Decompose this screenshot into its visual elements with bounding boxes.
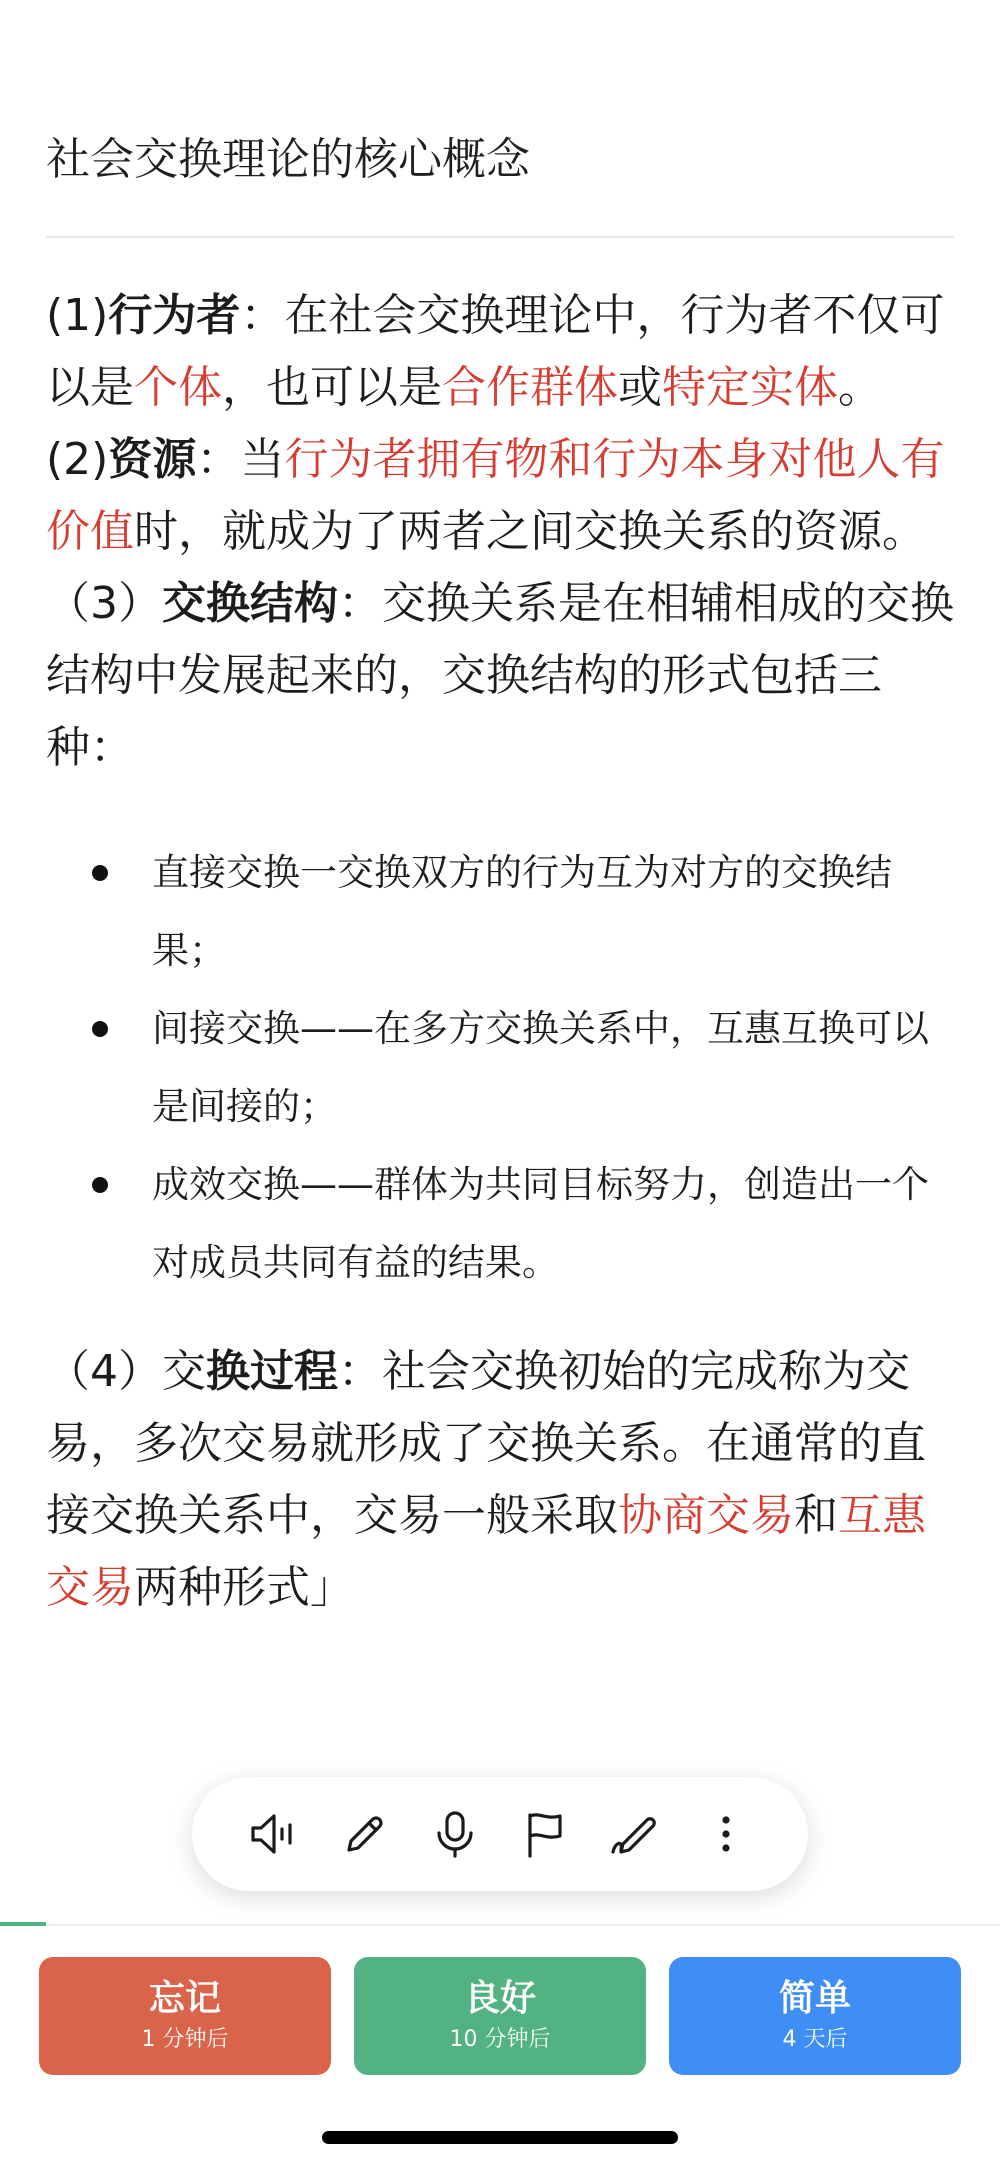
review-progress-bar [0,1922,46,1926]
highlight-text: 行为者拥有物和行为本身对他人有价值 [46,434,945,557]
section-structure [46,568,956,784]
pencil-icon[interactable] [333,1802,397,1866]
list-item [152,834,956,990]
section-term: 资源 [108,434,197,485]
section-number: （3） [46,578,162,629]
question-answer-divider [46,236,954,238]
forget-button[interactable] [39,1957,331,2075]
section-term: 交换结构 [162,578,338,629]
button-interval: 10 分钟后 [449,2027,551,2052]
section-actor [46,280,956,424]
section-separator: ： [338,1346,382,1397]
highlight-text: 协商交易 [618,1490,794,1541]
button-interval: 4 天后 [782,2027,848,2052]
section-separator: ： [196,434,241,485]
section-process [46,1336,956,1624]
section-number: (1) [46,290,109,341]
list-item-text: 间接交换——在多方交换关系中，互惠互换可以是间接的； [152,1007,929,1128]
button-label: 良好 [463,1978,536,2019]
good-button[interactable] [354,1957,646,2075]
card-question: 社会交换理论的核心概念 [46,134,530,185]
highlight-text: 特定实体 [662,362,838,413]
section-text: 当 [240,434,285,485]
section-text: 。 [838,362,882,413]
button-label: 忘记 [148,1978,221,2019]
button-label: 简单 [778,1978,851,2019]
structure-list [46,834,956,1302]
section-text: 交换关系是在相辅相成的交换结构中发展起来的，交换结构的形式包括三种： [46,578,954,773]
bullet-icon [92,1021,108,1037]
section-term-prefix: 交 [162,1346,206,1397]
more-vertical-icon[interactable] [694,1802,758,1866]
bottom-divider [0,1924,1000,1926]
section-text: 或 [618,362,662,413]
list-item [152,990,956,1146]
list-item-text: 成效交换——群体为共同目标努力，创造出一个对成员共同有益的结果。 [152,1163,929,1284]
button-interval: 1 分钟后 [141,2027,229,2052]
microphone-icon[interactable] [423,1802,487,1866]
section-number: （4） [46,1346,162,1397]
section-text: 和 [794,1490,838,1541]
section-resource [46,424,956,568]
section-separator: ： [240,290,285,341]
section-text: 社会交换初始的完成称为交易，多次交易就形成了交换关系。在通常的直接交换关系中，交易一般采取 [46,1346,926,1541]
section-text: ，也可以是 [222,362,442,413]
bullet-icon [92,865,108,881]
pen-icon[interactable] [603,1802,667,1866]
section-number: (2) [46,434,109,485]
highlight-text: 个体 [134,362,222,413]
section-separator: ： [338,578,382,629]
card-answer [46,280,956,1624]
section-term: 行为者 [108,290,241,341]
highlight-text: 互惠交易 [46,1490,926,1613]
list-item [152,1146,956,1302]
easy-button[interactable] [669,1957,961,2075]
section-text: 在社会交换理论中，行为者不仅可以是 [46,290,945,413]
flag-icon[interactable] [513,1802,577,1866]
card-toolbar [192,1777,808,1891]
highlight-text: 合作群体 [442,362,618,413]
section-text: 两种形式」 [134,1562,354,1613]
speaker-icon[interactable] [242,1802,306,1866]
section-text: 时，就成为了两者之间交换关系的资源。 [134,506,926,557]
list-item-text: 直接交换一交换双方的行为互为对方的交换结果； [152,851,892,972]
section-term: 换过程 [206,1346,338,1397]
bullet-icon [92,1177,108,1193]
answer-buttons [39,1957,961,2075]
home-indicator[interactable] [322,2131,678,2144]
